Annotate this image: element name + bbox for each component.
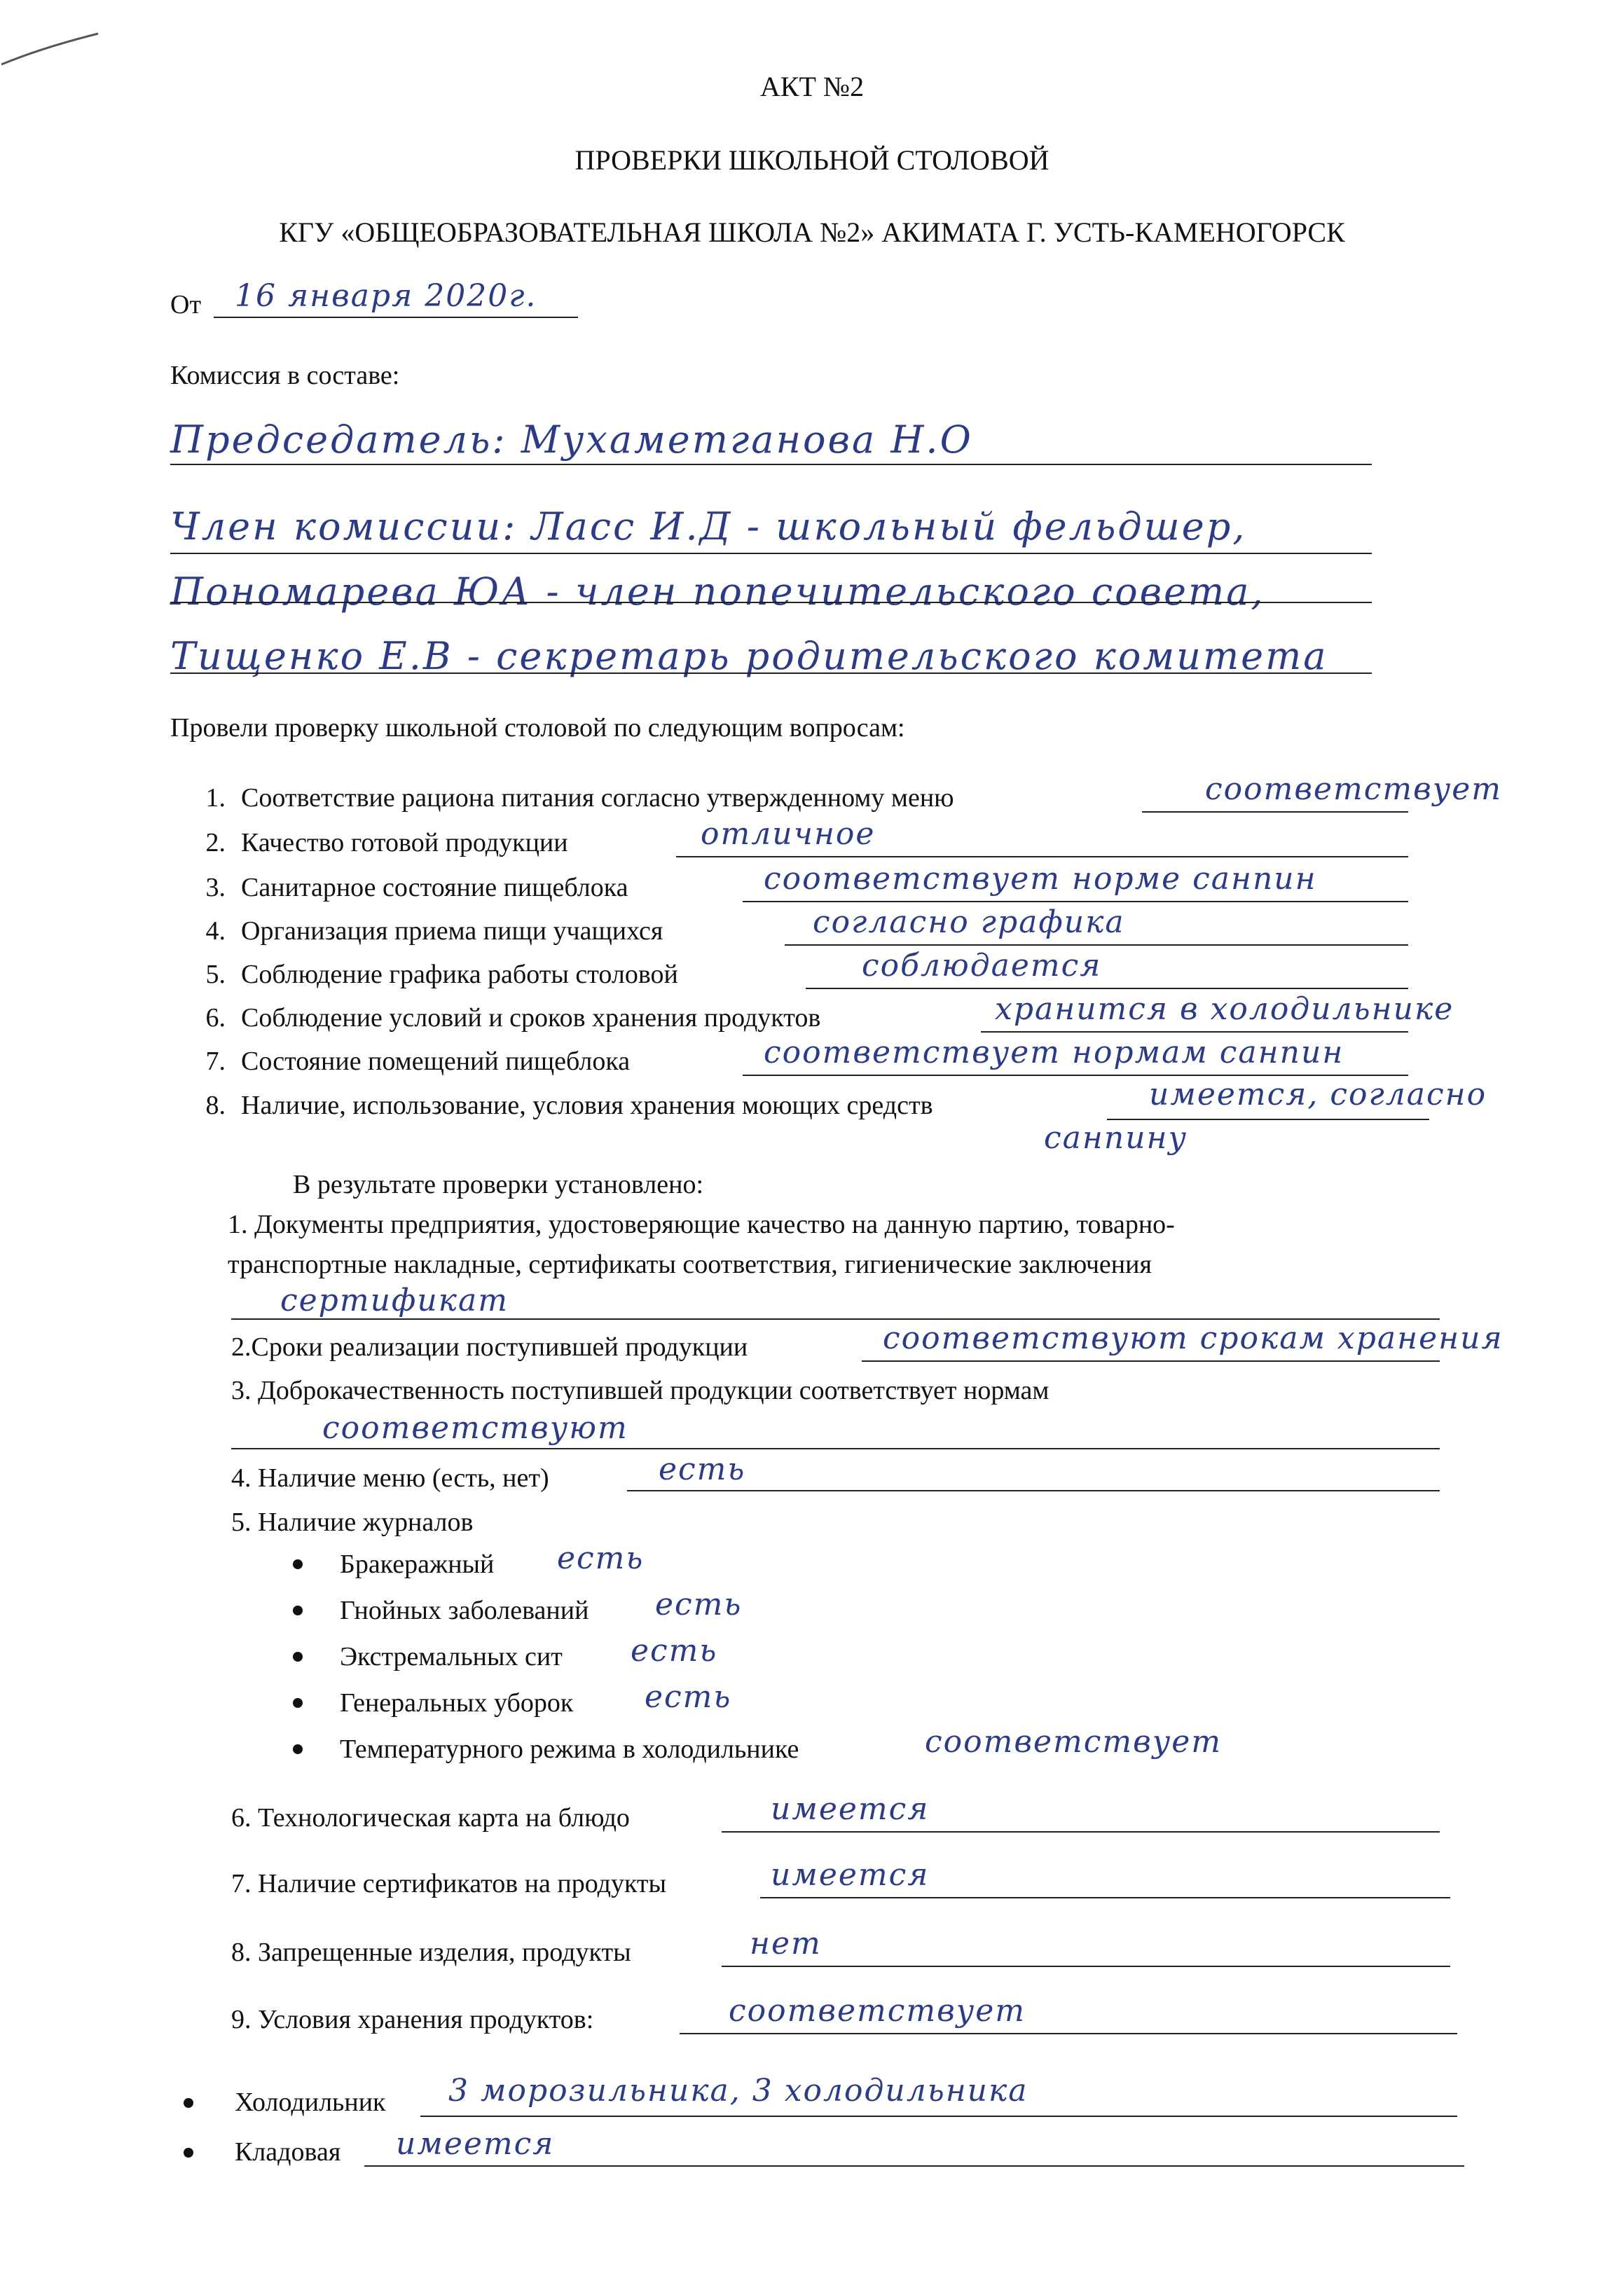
journal-label: Экстремальных сит — [340, 1642, 563, 1671]
check-answer: соответствует нормам санпин — [764, 1035, 1344, 1070]
check-num: 6. — [205, 1003, 226, 1033]
check-answer: согласно графика — [813, 904, 1125, 940]
check-item — [184, 782, 954, 814]
bullet — [293, 1652, 303, 1662]
check-label: Организация приема пищи учащихся — [241, 916, 663, 946]
check-answer: соответствует норме санпин — [764, 861, 1317, 897]
commission-line — [170, 553, 1372, 554]
check-label: Качество готовой продукции — [241, 828, 568, 857]
result-6-label: 6. Технологическая карта на блюдо — [231, 1803, 630, 1833]
check-item — [184, 958, 678, 991]
answer-line — [760, 1897, 1450, 1898]
bullet — [293, 1698, 303, 1708]
answer-line — [722, 1831, 1440, 1833]
commission-line — [170, 672, 1372, 674]
check-answer-continuation: санпину — [1044, 1120, 1188, 1156]
journal-label: Температурного режима в холодильнике — [340, 1734, 799, 1764]
bullet — [293, 1606, 303, 1615]
check-answer: соответствует — [1205, 771, 1502, 807]
result-8-answer: нет — [750, 1926, 822, 1961]
commission-line — [170, 602, 1372, 603]
date-underline — [214, 317, 578, 318]
check-label: Состояние помещений пищеблока — [241, 1047, 631, 1076]
journal-label: Гнойных заболеваний — [340, 1596, 589, 1625]
result-6-answer: имеется — [771, 1791, 930, 1827]
check-num: 1. — [205, 783, 226, 813]
check-num: 3. — [205, 873, 226, 902]
check-item — [184, 871, 628, 904]
answer-line — [231, 1448, 1440, 1449]
storage-answer: имеется — [396, 2126, 555, 2162]
result-1-line1: 1. Документы предприятия, удостоверяющие качество на данную партию, товарно- — [228, 1210, 1175, 1239]
check-label: Санитарное состояние пищеблока — [241, 873, 628, 902]
answer-line — [743, 1075, 1408, 1076]
result-4-answer: есть — [659, 1451, 746, 1487]
journal-label: Генеральных уборок — [340, 1688, 574, 1718]
check-num: 8. — [205, 1091, 226, 1120]
result-5-label: 5. Наличие журналов — [231, 1508, 474, 1537]
answer-line — [231, 1318, 1440, 1320]
check-answer: хранится в холодильнике — [995, 991, 1454, 1027]
check-label: Соблюдение графика работы столовой — [241, 960, 678, 989]
answer-line — [420, 2116, 1457, 2117]
result-2-label: 2.Сроки реализации поступившей продукции — [231, 1332, 748, 1362]
journal-answer: соответствует — [925, 1724, 1222, 1760]
results-heading: В результате проверки установлено: — [293, 1170, 704, 1199]
answer-line — [1142, 811, 1408, 813]
journal-answer: есть — [655, 1587, 743, 1622]
check-label: Соблюдение условий и сроков хранения продуктов — [241, 1003, 821, 1033]
commission-member: Председатель: Мухаметганова Н.О — [170, 418, 973, 462]
result-3-answer: соответствуют — [322, 1410, 628, 1446]
act-title: АКТ №2 — [759, 71, 865, 102]
check-label: Соответствие рациона питания согласно утвержденному меню — [241, 783, 954, 813]
check-num: 7. — [205, 1047, 226, 1076]
journal-answer: есть — [631, 1633, 718, 1669]
answer-line — [785, 944, 1408, 946]
result-9-answer: соответствует — [729, 1993, 1026, 2029]
result-7-answer: имеется — [771, 1857, 930, 1893]
bullet — [293, 1744, 303, 1754]
result-3-label: 3. Доброкачественность поступившей продукции соответствует нормам — [231, 1376, 1050, 1405]
answer-line — [981, 1031, 1408, 1033]
check-num: 5. — [205, 960, 226, 989]
journal-label: Бракеражный — [340, 1550, 495, 1579]
checks-intro: Провели проверку школьной столовой по следующим вопросам: — [170, 713, 905, 743]
school-name: КГУ «ОБЩЕОБРАЗОВАТЕЛЬНАЯ ШКОЛА №2» АКИМАТА Г. УСТЬ-КАМЕНОГОРСК — [279, 216, 1345, 248]
bullet — [184, 2148, 193, 2158]
result-1-answer: сертификат — [280, 1283, 509, 1318]
check-answer: соблюдается — [862, 948, 1102, 984]
answer-line — [862, 1360, 1440, 1362]
check-item — [184, 1002, 820, 1034]
answer-line — [743, 901, 1408, 902]
answer-line — [676, 856, 1408, 857]
commission-label: Комиссия в составе: — [170, 361, 400, 390]
answer-line — [722, 1966, 1450, 1967]
commission-line — [170, 464, 1372, 465]
check-label: Наличие, использование, условия хранения моющих средств — [241, 1091, 933, 1120]
result-8-label: 8. Запрещенные изделия, продукты — [231, 1938, 631, 1967]
date-value: 16 января 2020г. — [235, 278, 537, 314]
answer-line — [680, 2033, 1457, 2034]
storage-answer: 3 морозильника, 3 холодильника — [448, 2073, 1028, 2109]
check-item — [184, 915, 663, 947]
answer-line — [627, 1490, 1440, 1491]
answer-line — [806, 988, 1408, 989]
check-answer: отличное — [701, 816, 876, 852]
scan-stroke-mark — [0, 28, 105, 70]
act-subtitle: ПРОВЕРКИ ШКОЛЬНОЙ СТОЛОВОЙ — [574, 144, 1050, 176]
commission-member: Член комиссии: Ласс И.Д - школьный фельдшер, — [170, 504, 1247, 549]
commission-member: Тищенко Е.В - секретарь родительского комитета — [170, 634, 1328, 678]
check-num: 4. — [205, 916, 226, 946]
check-answer: имеется, согласно — [1149, 1077, 1487, 1112]
storage-label: Кладовая — [235, 2137, 341, 2167]
journal-answer: есть — [557, 1540, 645, 1576]
bullet — [184, 2098, 193, 2108]
check-item — [184, 1045, 630, 1077]
result-2-answer: соответствуют срокам хранения — [883, 1320, 1503, 1356]
date-label: От — [170, 290, 202, 319]
check-item — [184, 1089, 933, 1122]
result-7-label: 7. Наличие сертификатов на продукты — [231, 1869, 667, 1898]
result-9-label: 9. Условия хранения продуктов: — [231, 2005, 594, 2034]
storage-label: Холодильник — [235, 2088, 386, 2117]
check-item — [184, 827, 568, 859]
bullet — [293, 1559, 303, 1569]
check-num: 2. — [205, 828, 226, 857]
result-4-label: 4. Наличие меню (есть, нет) — [231, 1463, 549, 1493]
commission-member: Пономарева ЮА - член попечительского совета, — [170, 570, 1265, 614]
result-1-line2: транспортные накладные, сертификаты соответствия, гигиенические заключения — [228, 1250, 1152, 1279]
journal-answer: есть — [645, 1679, 732, 1715]
answer-line — [364, 2165, 1464, 2167]
